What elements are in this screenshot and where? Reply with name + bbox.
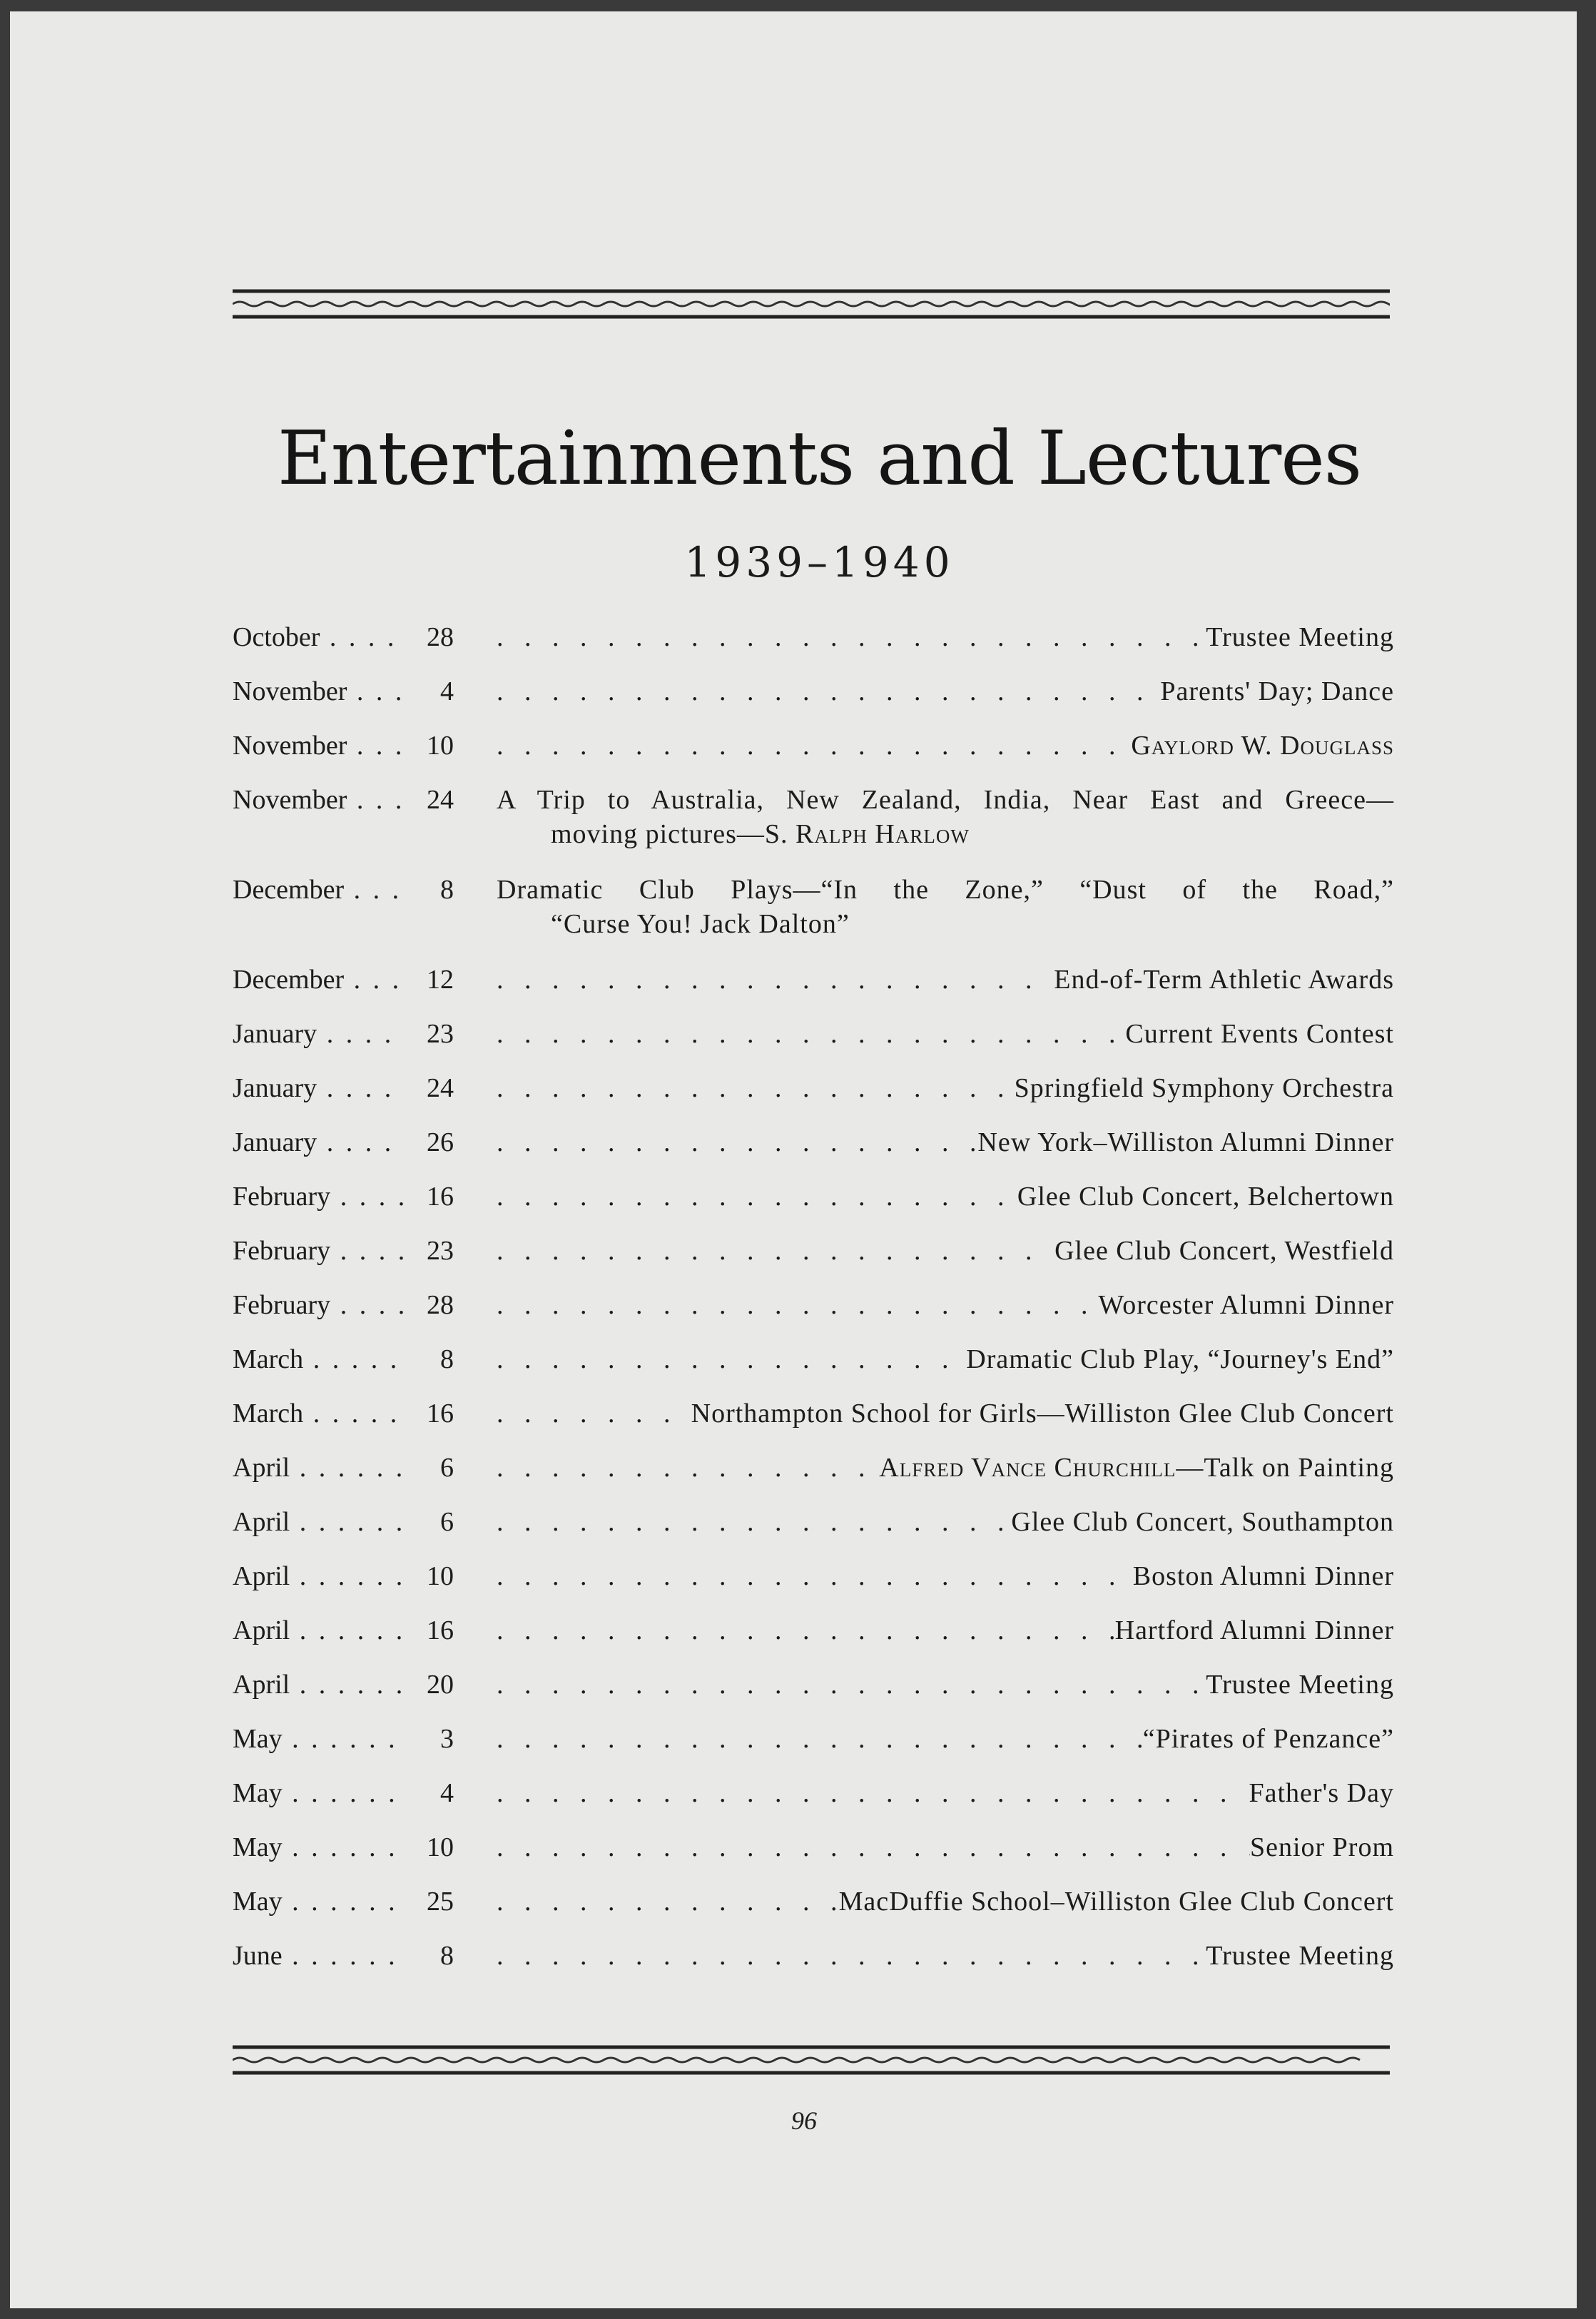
entry-event-line2-text: moving pictures—S. [551,819,796,849]
list-item [233,1341,1394,1396]
entry-month: December . . . [233,872,404,908]
list-item [233,1830,1394,1884]
dot-leader [497,1125,977,1160]
entry-month: January . . . [233,1125,404,1160]
entry-event [879,1450,1394,1486]
list-item [233,1125,1394,1179]
entry-month: June . . . [233,1938,404,1974]
entry-event-speaker: Alfred Vance Churchill [879,1453,1176,1483]
list-item [233,1721,1394,1775]
entry-day: 10 [427,1561,454,1591]
entry-month: March . . . [233,1396,404,1431]
list-item [233,1450,1394,1504]
dot-leader [497,728,1131,763]
entry-day: 28 [427,622,454,652]
entry-month: November . . . [233,728,404,763]
entry-day: 3 [440,1724,454,1754]
page [10,11,1577,2308]
dot-leader [497,1504,1011,1540]
dot-leader [497,1938,1206,1974]
entry-event: Parents' Day; Dance [1160,676,1394,706]
dot-leader [497,962,1054,998]
dot-leader [497,1016,1125,1052]
list-item [233,962,1394,1016]
entry-event: Glee Club Concert, Belchertown [1017,1182,1394,1212]
entry-event: Father's Day [1249,1778,1394,1808]
entry-month: April . . . [233,1667,404,1703]
list-item [233,1016,1394,1070]
entry-event: Glee Club Concert, Southampton [1011,1507,1394,1537]
entry-month: March . . . [233,1341,404,1377]
entry-event: Dramatic Club Play, “Journey's End” [966,1344,1394,1374]
page-subtitle-years: 1939–1940 [684,538,955,587]
dot-leader [497,1558,1133,1594]
entry-month: November . . . [233,782,404,818]
entry-day: 16 [427,1182,454,1212]
entry-day: 8 [440,1344,454,1374]
dot-leader [497,1396,691,1431]
entry-event-line1: Dramatic Club Plays—“In the Zone,” “Dust of the Road,” [497,875,1394,905]
entry-day: 20 [427,1670,454,1700]
entry-event: Worcester Alumni Dinner [1098,1290,1394,1320]
list-item [233,1613,1394,1667]
list-item [233,1558,1394,1613]
entry-event-line1: A Trip to Australia, New Zealand, India, Near East and Greece— [497,785,1394,815]
dot-leader [497,1830,1250,1865]
entry-event-line2: “Curse You! Jack Dalton” [551,909,850,939]
dot-leader [497,1884,839,1919]
page-title: Entertainments and Lectures [277,415,1362,502]
entry-day: 25 [427,1887,454,1917]
entry-event: Trustee Meeting [1206,1941,1394,1971]
entries-list [233,619,1394,1992]
entry-month: February . . . [233,1287,404,1323]
entry-day: 23 [427,1236,454,1266]
entry-day: 16 [427,1399,454,1429]
list-item [233,1233,1394,1287]
entry-month: October . . . [233,619,404,655]
dot-leader [497,1070,1015,1106]
entry-event-topic: —Talk on Painting [1176,1453,1394,1483]
entry-month: February . . . [233,1179,404,1214]
top-ornamental-rule [233,287,1390,321]
entry-day: 4 [440,676,454,706]
entry-day: 24 [427,1073,454,1103]
entry-month: January . . . [233,1070,404,1106]
dot-leader [497,1613,1115,1648]
entry-event: End-of-Term Athletic Awards [1054,965,1394,995]
entry-month: May . . . [233,1884,404,1919]
dot-leader [497,619,1206,655]
entry-day: 28 [427,1290,454,1320]
dot-leader [497,1721,1143,1757]
entry-day: 4 [440,1778,454,1808]
entry-month: December . . . [233,962,404,998]
entry-day: 8 [440,875,454,905]
entry-month: May . . . [233,1830,404,1865]
entry-month: May . . . [233,1775,404,1811]
entry-event-speaker: Ralph Harlow [796,819,970,849]
list-item [233,1775,1394,1830]
entry-event: Hartford Alumni Dinner [1114,1615,1394,1645]
dot-leader [497,1775,1249,1811]
entry-day: 26 [427,1127,454,1157]
entry-event: “Pirates of Penzance” [1142,1724,1394,1754]
dot-leader [497,1450,879,1486]
entry-event: Trustee Meeting [1206,622,1394,652]
list-item [233,619,1394,674]
entry-day: 10 [427,731,454,761]
list-item [233,1938,1394,1992]
entry-day: 6 [440,1507,454,1537]
dot-leader [497,674,1160,709]
list-item [233,782,1394,872]
entry-month: April . . . [233,1450,404,1486]
entry-event-line2 [551,816,1394,852]
entry-day: 24 [427,785,454,815]
entry-event: Senior Prom [1249,1832,1394,1862]
entry-day: 6 [440,1453,454,1483]
entry-event: MacDuffie School–Williston Glee Club Concert [838,1887,1394,1917]
list-item [233,1287,1394,1341]
list-item [233,1504,1394,1558]
list-item [233,1070,1394,1125]
entry-day: 12 [427,965,454,995]
entry-month: April . . . [233,1504,404,1540]
entry-month: November . . . [233,674,404,709]
entry-event: Boston Alumni Dinner [1132,1561,1394,1591]
list-item [233,728,1394,782]
dot-leader [497,1179,1017,1214]
page-number: 96 [791,2106,817,2135]
entry-day: 8 [440,1941,454,1971]
dot-leader [497,1667,1206,1703]
list-item [233,1667,1394,1721]
entry-month: January . . . [233,1016,404,1052]
entry-day: 23 [427,1019,454,1049]
entry-month: February . . . [233,1233,404,1269]
entry-month: April . . . [233,1558,404,1594]
dot-leader [497,1233,1054,1269]
list-item [233,872,1394,962]
entry-event: Springfield Symphony Orchestra [1014,1073,1394,1103]
bottom-ornamental-rule [233,2043,1390,2077]
entry-month: April . . . [233,1613,404,1648]
list-item [233,1179,1394,1233]
dot-leader [497,1341,966,1377]
list-item [233,674,1394,728]
entry-event: Current Events Contest [1125,1019,1394,1049]
list-item [233,1396,1394,1450]
entry-day: 10 [427,1832,454,1862]
entry-event: New York–Williston Alumni Dinner [977,1127,1394,1157]
entry-event: Northampton School for Girls—Williston Glee Club Concert [691,1399,1394,1429]
entry-month: May . . . [233,1721,404,1757]
entry-event: Gaylord W. Douglass [1131,731,1394,761]
entry-event: Trustee Meeting [1206,1670,1394,1700]
dot-leader [497,1287,1098,1323]
entry-day: 16 [427,1615,454,1645]
list-item [233,1884,1394,1938]
entry-event: Glee Club Concert, Westfield [1054,1236,1394,1266]
